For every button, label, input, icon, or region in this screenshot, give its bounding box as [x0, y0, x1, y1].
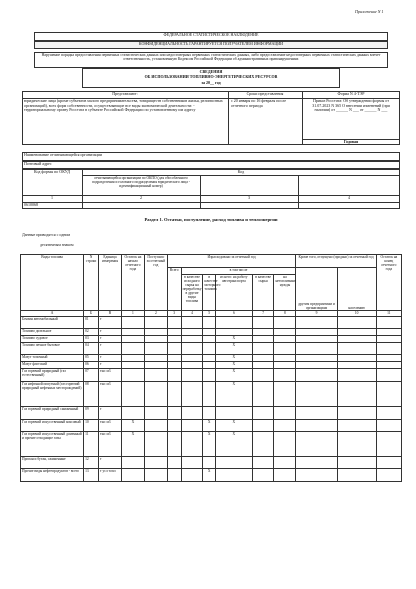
table-row [21, 469, 402, 482]
header-row-1 [21, 255, 402, 268]
col-material-header: в качестве сырья [252, 275, 274, 311]
value-cell[interactable] [274, 355, 296, 362]
crossed-cell: X [215, 369, 252, 382]
column-number: 11 [376, 311, 401, 317]
value-cell[interactable] [144, 469, 167, 482]
value-cell[interactable] [252, 369, 274, 382]
value-cell[interactable] [296, 355, 337, 362]
table-row [21, 420, 402, 432]
value-cell[interactable] [376, 329, 401, 336]
table-row [21, 457, 402, 469]
value-cell[interactable] [121, 369, 144, 382]
value-cell[interactable] [121, 407, 144, 420]
column-number: Б [84, 311, 99, 317]
row-number-cell: 05 [84, 355, 99, 362]
value-cell[interactable] [167, 343, 181, 355]
fuel-name-cell: Газ горючий природный (газ естественный) [21, 369, 84, 382]
value-cell[interactable] [296, 420, 337, 432]
crossed-cell: X [215, 355, 252, 362]
value-cell[interactable] [121, 343, 144, 355]
value-cell[interactable] [376, 432, 401, 457]
crossed-cell: X [215, 362, 252, 369]
warning-text: Нарушение порядка предоставления первичных статистических данных или недостоверных первичных статистических данных, либо предоставление недостоверных первичных статистических данных влечет ответственность, установленную Кодексом Российской Федерации об административных правонарушениях [41, 52, 381, 61]
crossed-cell: X [215, 382, 252, 407]
fuel-name-cell: Газ горючий искусственный доменный и прочие отходящие газы [21, 432, 84, 457]
value-cell[interactable] [296, 432, 337, 457]
value-cell[interactable] [274, 420, 296, 432]
table-row [21, 329, 402, 336]
value-cell[interactable] [252, 329, 274, 336]
value-cell[interactable] [337, 362, 376, 369]
value-cell[interactable] [376, 420, 401, 432]
section-note-1: Данные приводятся с одним [22, 232, 71, 237]
value-cell[interactable] [337, 369, 376, 382]
order-text: Приказ Росстата: Об утверждении формы от 31.07.2023 N 365 О внесении изменений (при наличии) от ______ N ___ от ______ N ___ [312, 98, 390, 113]
unit-cell: т усл топл [99, 469, 122, 482]
column-number: 6 [215, 311, 252, 317]
value-cell[interactable] [296, 336, 337, 343]
form-number: Форма N 4-ТЭР [337, 91, 365, 96]
value-cell[interactable] [252, 362, 274, 369]
value-cell[interactable] [274, 336, 296, 343]
col-raw-header: в качестве исходного сырья на переработку в другие виды топлива [181, 275, 203, 311]
row-number-cell: 09 [84, 407, 99, 420]
row-number-cell: 07 [84, 369, 99, 382]
value-cell[interactable] [337, 317, 376, 329]
column-number: 4 [181, 311, 203, 317]
presenters-header: Представляют: [112, 91, 138, 96]
table-row [21, 407, 402, 420]
unit-cell: т [99, 362, 122, 369]
col-sold-header: Кроме того, отпущено (продано) за отчетный год [296, 255, 376, 268]
value-cell[interactable] [203, 317, 216, 329]
code-colnum-3: 3 [248, 195, 250, 200]
value-cell[interactable] [337, 420, 376, 432]
deadline-text: с 20 января по 16 февраля после отчетного периода [231, 98, 287, 108]
value-cell[interactable] [215, 317, 252, 329]
value-cell[interactable] [144, 362, 167, 369]
col-n-header: N строки [84, 255, 99, 311]
okud-label: Код формы по ОКУД [34, 169, 70, 174]
value-cell[interactable] [167, 336, 181, 343]
table-row [21, 432, 402, 457]
value-cell[interactable] [144, 382, 167, 407]
value-cell[interactable] [181, 317, 203, 329]
periodicity: Годовая [343, 139, 359, 144]
deadline-header: Сроки представления [246, 91, 284, 96]
crossed-cell: X [121, 420, 144, 432]
fuel-name-cell: Топливо дизельное [21, 329, 84, 336]
value-cell[interactable] [376, 336, 401, 343]
title-line-2: ОБ ИСПОЛЬЗОВАНИИ ТОПЛИВНО-ЭНЕРГЕТИЧЕСКИХ РЕСУРСОВ [144, 74, 278, 79]
value-cell[interactable] [376, 355, 401, 362]
value-cell[interactable] [144, 329, 167, 336]
row-number-cell: 12 [84, 457, 99, 469]
fuel-name-cell: Прочие виды нефтепродуктов - всего [21, 469, 84, 482]
value-cell[interactable] [181, 369, 203, 382]
col-motor-sub-header: из него: на работу автотранспорта [215, 275, 252, 311]
value-cell[interactable] [376, 407, 401, 420]
value-cell[interactable] [167, 362, 181, 369]
unit-cell: тыс м3 [99, 432, 122, 457]
col-motor-header: в качестве моторного топлива [203, 275, 216, 311]
value-cell[interactable] [274, 329, 296, 336]
fuel-name-cell: Пропан и бутан, сжиженные [21, 457, 84, 469]
value-cell[interactable] [144, 432, 167, 457]
value-cell[interactable] [252, 432, 274, 457]
table-row [21, 362, 402, 369]
unit-cell: тыс м3 [99, 420, 122, 432]
value-cell[interactable] [167, 420, 181, 432]
column-number: 7 [252, 311, 274, 317]
value-cell[interactable] [296, 382, 337, 407]
table-row [21, 317, 402, 329]
unit-cell: т [99, 336, 122, 343]
column-number: 8 [274, 311, 296, 317]
org-address-label: Почтовый адрес [24, 161, 52, 166]
unit-cell: т [99, 407, 122, 420]
value-cell[interactable] [215, 329, 252, 336]
section-note-2: десятичным знаком [40, 242, 74, 247]
value-cell[interactable] [376, 457, 401, 469]
value-cell[interactable] [376, 469, 401, 482]
col-other-header: на нетопливные нужды [274, 275, 296, 311]
value-cell[interactable] [296, 362, 337, 369]
value-cell[interactable] [296, 457, 337, 469]
value-cell[interactable] [296, 369, 337, 382]
value-cell[interactable] [252, 317, 274, 329]
value-cell[interactable] [144, 457, 167, 469]
value-cell[interactable] [144, 420, 167, 432]
crossed-cell: X [121, 432, 144, 457]
value-cell[interactable] [181, 420, 203, 432]
unit-cell: т [99, 329, 122, 336]
column-number: 9 [296, 311, 337, 317]
fuel-name-cell: Топливо печное бытовое [21, 343, 84, 355]
value-cell[interactable] [296, 317, 337, 329]
value-cell[interactable] [121, 355, 144, 362]
value-cell[interactable] [203, 382, 216, 407]
value-cell[interactable] [296, 329, 337, 336]
value-cell[interactable] [181, 355, 203, 362]
value-cell[interactable] [215, 407, 252, 420]
crossed-cell: X [203, 420, 216, 432]
value-cell[interactable] [167, 329, 181, 336]
value-cell[interactable] [167, 382, 181, 407]
value-cell[interactable] [167, 432, 181, 457]
value-cell[interactable] [337, 336, 376, 343]
value-cell[interactable] [274, 317, 296, 329]
value-cell[interactable] [203, 343, 216, 355]
value-cell[interactable] [203, 369, 216, 382]
value-cell[interactable] [296, 343, 337, 355]
column-number: 5 [203, 311, 216, 317]
crossed-cell: X [215, 432, 252, 457]
row-number-cell: 06 [84, 362, 99, 369]
unit-cell: тыс м3 [99, 382, 122, 407]
row-number-cell: 13 [84, 469, 99, 482]
value-cell[interactable] [121, 469, 144, 482]
value-cell[interactable] [337, 343, 376, 355]
value-cell[interactable] [376, 369, 401, 382]
col-sold-other-header: другим предприятиям и организациям [296, 268, 337, 311]
value-cell[interactable] [121, 329, 144, 336]
value-cell[interactable] [203, 336, 216, 343]
value-cell[interactable] [203, 457, 216, 469]
code-colnum-2: 2 [140, 195, 142, 200]
fuel-name-cell: Бензин автомобильный [21, 317, 84, 329]
crossed-cell: X [203, 432, 216, 457]
value-cell[interactable] [144, 407, 167, 420]
value-cell[interactable] [274, 469, 296, 482]
value-cell[interactable] [337, 432, 376, 457]
value-cell[interactable] [274, 369, 296, 382]
row-number-cell: 11 [84, 432, 99, 457]
value-cell[interactable] [203, 362, 216, 369]
value-cell[interactable] [167, 457, 181, 469]
col-total-header: Всего [167, 268, 181, 311]
value-cell[interactable] [337, 457, 376, 469]
value-cell[interactable] [203, 407, 216, 420]
value-cell[interactable] [181, 329, 203, 336]
value-cell[interactable] [181, 343, 203, 355]
value-cell[interactable] [144, 343, 167, 355]
value-cell[interactable] [252, 336, 274, 343]
row-number-cell: 03 [84, 336, 99, 343]
value-cell[interactable] [167, 355, 181, 362]
unit-cell: т [99, 343, 122, 355]
value-cell[interactable] [274, 343, 296, 355]
col-fuel-header: Виды топлива [21, 255, 84, 311]
appendix-note: Приложение N 1 [355, 9, 384, 14]
table-row [21, 336, 402, 343]
row-number-cell: 08 [84, 382, 99, 407]
value-cell[interactable] [181, 362, 203, 369]
unit-cell: т [99, 457, 122, 469]
col-rest-end-header: Остаток на конец отчетного года [376, 255, 401, 311]
table-row [21, 343, 402, 355]
value-cell[interactable] [252, 343, 274, 355]
value-cell[interactable] [337, 407, 376, 420]
fuel-name-cell: Топливо судовое [21, 336, 84, 343]
value-cell[interactable] [144, 317, 167, 329]
value-cell[interactable] [167, 369, 181, 382]
org-address-row [22, 161, 400, 169]
value-cell[interactable] [252, 407, 274, 420]
col-rest-start-header: Остаток на начало отчетного года [121, 255, 144, 311]
value-cell[interactable] [181, 407, 203, 420]
table-row [21, 382, 402, 407]
value-cell[interactable] [215, 469, 252, 482]
fuel-name-cell: Мазут топочный [21, 355, 84, 362]
column-number: 1 [121, 311, 144, 317]
value-cell[interactable] [376, 362, 401, 369]
value-cell[interactable] [144, 369, 167, 382]
code-colnum-1: 1 [51, 195, 53, 200]
value-cell[interactable] [274, 457, 296, 469]
column-number: 2 [144, 311, 167, 317]
fuel-name-cell: Мазут флотский [21, 362, 84, 369]
value-cell[interactable] [167, 469, 181, 482]
value-cell[interactable] [167, 407, 181, 420]
crossed-cell: X [203, 469, 216, 482]
unit-cell: тыс м3 [99, 369, 122, 382]
col-received-header: Поступило за отчетный год [144, 255, 167, 311]
table-row [21, 355, 402, 362]
okpo-label: отчитывающейся организации по ОКПО (для обособленного подразделения и головного подразделения юридического лица - идентификационный номер) [92, 176, 190, 189]
crossed-cell: X [215, 336, 252, 343]
fuel-name-cell: Газ горючий природный сжиженный [21, 407, 84, 420]
unit-cell: т [99, 355, 122, 362]
value-cell[interactable] [252, 469, 274, 482]
col-sold-pop-header: населению [337, 268, 376, 311]
column-number: 10 [337, 311, 376, 317]
value-cell[interactable] [215, 457, 252, 469]
row-number-cell: 01 [84, 317, 99, 329]
value-cell[interactable] [181, 432, 203, 457]
value-cell[interactable] [181, 469, 203, 482]
title-line-1: СВЕДЕНИЯ [199, 69, 223, 74]
value-cell[interactable] [274, 432, 296, 457]
table-row [21, 369, 402, 382]
crossed-cell: X [215, 420, 252, 432]
value-cell[interactable] [144, 355, 167, 362]
value-cell[interactable] [337, 355, 376, 362]
code-colnum-4: 4 [348, 195, 350, 200]
value-cell[interactable] [121, 317, 144, 329]
value-cell[interactable] [274, 407, 296, 420]
value-cell[interactable] [337, 329, 376, 336]
value-cell[interactable] [203, 329, 216, 336]
value-cell[interactable] [181, 382, 203, 407]
value-cell[interactable] [121, 336, 144, 343]
section-title: Раздел 1. Остатки, поступление, расход топлива и теплоэнергии [144, 217, 278, 222]
value-cell[interactable] [337, 469, 376, 482]
value-cell[interactable] [376, 317, 401, 329]
column-number: А [21, 311, 84, 317]
value-cell[interactable] [337, 382, 376, 407]
value-cell[interactable] [296, 469, 337, 482]
col-incl-header: в том числе [181, 268, 296, 275]
value-cell[interactable] [181, 457, 203, 469]
row-number-cell: 04 [84, 343, 99, 355]
value-cell[interactable] [376, 343, 401, 355]
value-cell[interactable] [252, 382, 274, 407]
value-cell[interactable] [296, 407, 337, 420]
report-year: за 20__ год [201, 80, 221, 85]
col-used-header: Израсходовано за отчетный год [167, 255, 296, 268]
value-cell[interactable] [376, 382, 401, 407]
value-cell[interactable] [121, 457, 144, 469]
value-cell[interactable] [181, 336, 203, 343]
crossed-cell: X [215, 343, 252, 355]
value-cell[interactable] [121, 382, 144, 407]
code-label: Код [237, 169, 245, 174]
fuel-name-cell: Газ горючий искусственный коксовый [21, 420, 84, 432]
presenters-text: юридические лица (кроме субъектов малого предпринимательства, товариществ собственников жилья, религиозных организаций), всех форм собственности, осуществляющие все виды экономической деятельности: - территориальному органу Росстата в субъекте Российской Федерации по установленному им адресу [24, 98, 223, 113]
org-name-label: Наименование отчитывающейся организации [24, 152, 102, 157]
fuel-table [20, 254, 402, 482]
value-cell[interactable] [167, 317, 181, 329]
unit-cell: т [99, 317, 122, 329]
column-number: В [99, 311, 122, 317]
header-line-2: КОНФИДЕНЦИАЛЬНОСТЬ ГАРАНТИРУЕТСЯ ПОЛУЧАТЕЛЕМ ИНФОРМАЦИИ [138, 41, 284, 46]
value-cell[interactable] [203, 355, 216, 362]
column-number: 3 [167, 311, 181, 317]
row-number-cell: 10 [84, 420, 99, 432]
value-cell[interactable] [252, 355, 274, 362]
value-cell[interactable] [274, 382, 296, 407]
fuel-name-cell: Газ нефтяной попутный (газ горючий природный нефтяных месторождений) [21, 382, 84, 407]
row-number-cell: 02 [84, 329, 99, 336]
value-cell[interactable] [274, 362, 296, 369]
header-line-1: ФЕДЕРАЛЬНОЕ СТАТИСТИЧЕСКОЕ НАБЛЮДЕНИЕ [163, 32, 259, 37]
value-cell[interactable] [252, 420, 274, 432]
col-unit-header: Единица измерения [99, 255, 122, 311]
value-cell[interactable] [144, 336, 167, 343]
okud-value: 0610068 [24, 202, 38, 207]
value-cell[interactable] [252, 457, 274, 469]
value-cell[interactable] [121, 362, 144, 369]
